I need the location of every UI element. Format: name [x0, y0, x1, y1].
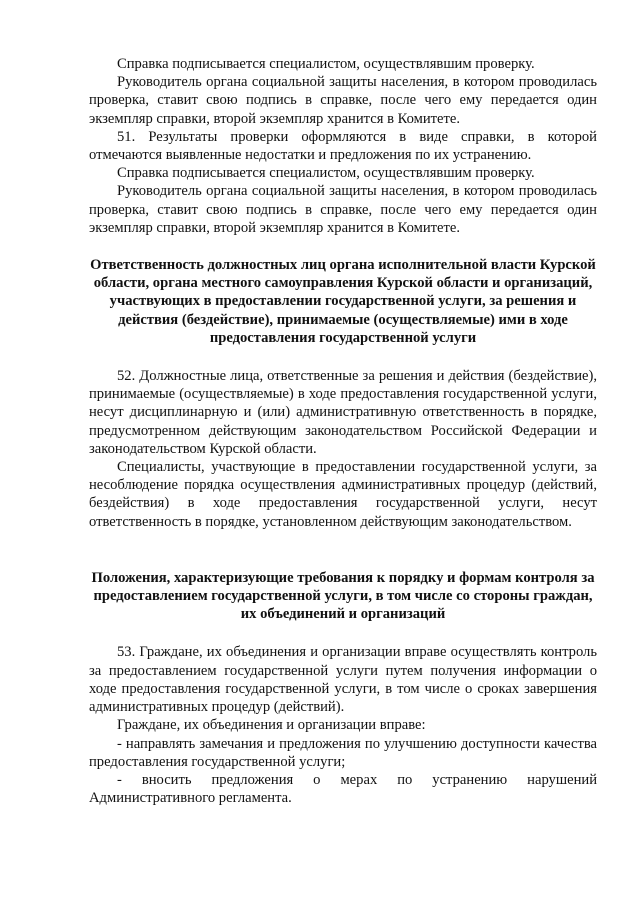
document-body: [89, 55, 597, 807]
paragraph: Руководитель органа социальной защиты населения, в котором проводилась проверка, ставит свою подпись в справке, после чего ему передается один экземпляр справки, второй экземпляр хранится в Комитете.: [89, 183, 597, 236]
list-item: - вносить предложения о мерах по устранению нарушений Административного регламента.: [89, 771, 597, 807]
paragraph: Руководитель органа социальной защиты населения, в котором проводилась проверка, ставит свою подпись в справке, после чего ему передается один экземпляр справки, второй экземпляр хранится в Комитете.: [89, 74, 597, 127]
list-item: - направлять замечания и предложения по улучшению доступности качества предоставления государственной услуги;: [89, 735, 597, 770]
section-control: [89, 643, 597, 807]
paragraph-53: 53. Граждане, их объединения и организации вправе осуществлять контроль за предоставлением государственной услуги путем получения информации о ходе предоставления государственной услуги, в том числе о сроках завершения административных процедур (действий).: [89, 644, 597, 716]
paragraph: Справка подписывается специалистом, осуществлявшим проверку.: [117, 56, 535, 72]
section-heading-responsibility: Ответственность должностных лиц органа исполнительной власти Курской области, органа местного самоуправления Курской области и организаций, участвующих в предоставлении государственной услуги, за решения и действия (бездействие), принимаемые (осуществляемые) ими в ходе предоставления государственной услуги: [90, 257, 596, 346]
section-heading-control: Положения, характеризующие требования к порядку и формам контроля за предоставлением государственной услуги, в том числе со стороны граждан, их объединений и организаций: [91, 569, 595, 623]
paragraph-52: 52. Должностные лица, ответственные за решения и действия (бездействие), принимаемые (осуществляемые) в ходе предоставления государственной услуги, несут дисциплинарную и (или) административную ответственность в порядке, предусмотренном действующим законодательством Российской Федерации и законодательством Курской области.: [89, 368, 597, 457]
paragraph-51: 51. Результаты проверки оформляются в виде справки, в которой отмечаются выявленные недостатки и предложения по их устранению.: [89, 128, 597, 164]
section-inspection-report: [89, 55, 597, 237]
paragraph: Справка подписывается специалистом, осуществлявшим проверку.: [117, 165, 535, 182]
paragraph: Граждане, их объединения и организации вправе:: [117, 717, 426, 734]
section-responsibility: [89, 367, 597, 531]
paragraph: Специалисты, участвующие в предоставлении государственной услуги, за несоблюдение порядка осуществления административных процедур (действий, бездействия) в ходе предоставления государственной услуги, несут ответственность в порядке, установленном действующим законодательством.: [89, 459, 597, 530]
